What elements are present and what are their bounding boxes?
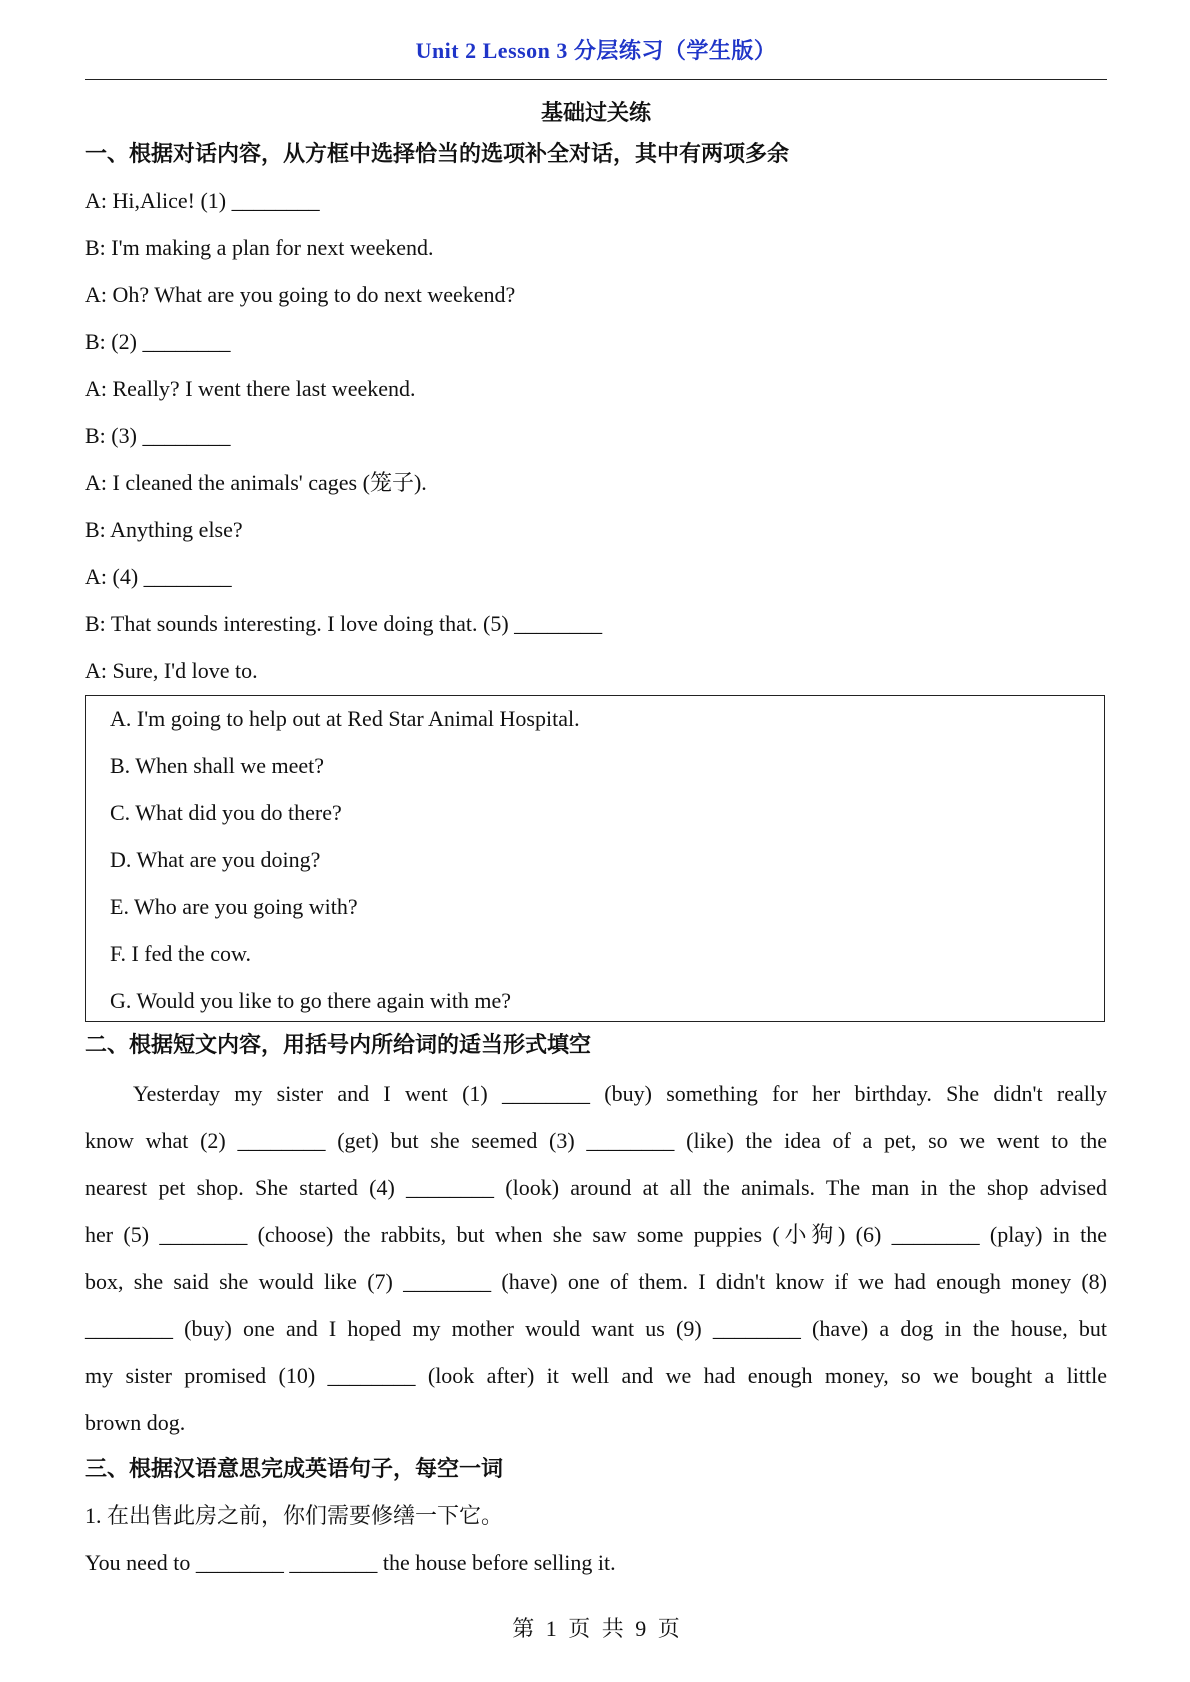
passage-line: brown dog. xyxy=(85,1410,186,1435)
page-header-title: Unit 2 Lesson 3 分层练习（学生版） xyxy=(415,38,777,63)
question-1-chinese: 1. 在出售此房之前，你们需要修缮一下它。 xyxy=(85,1503,504,1528)
passage-line: know what (2) ________ (get) but she seemed (3) ________ (like) the idea of a pet, so we went to the xyxy=(85,1128,1107,1153)
passage-line: box, she said she would like (7) ________ (have) one of them. I didn't know if we had enough money (8) xyxy=(85,1269,1107,1294)
dialogue-line: A: Oh? What are you going to do next weekend? xyxy=(85,282,516,307)
option-b: B. When shall we meet? xyxy=(110,753,325,778)
option-g: G. Would you like to go there again with me? xyxy=(110,988,512,1013)
part1-heading: 一、根据对话内容，从方框中选择恰当的选项补全对话，其中有两项多余 xyxy=(85,141,790,166)
section-title: 基础过关练 xyxy=(540,100,651,125)
dialogue-line: A: Hi,Alice! (1) ________ xyxy=(85,188,320,213)
dialogue-line: B: Anything else? xyxy=(85,517,243,542)
dialogue-line: B: I'm making a plan for next weekend. xyxy=(85,235,434,260)
dialogue-line: A: I cleaned the animals' cages (笼子). xyxy=(85,470,427,495)
part2-heading: 二、根据短文内容，用括号内所给词的适当形式填空 xyxy=(85,1032,592,1057)
dialogue-line: B: That sounds interesting. I love doing that. (5) ________ xyxy=(85,611,603,636)
dialogue-line: B: (3) ________ xyxy=(85,423,231,448)
dialogue-line: A: Really? I went there last weekend. xyxy=(85,376,416,401)
passage-line: nearest pet shop. She started (4) ________ (look) around at all the animals. The man in the shop advised xyxy=(85,1175,1107,1200)
passage-line: Yesterday my sister and I went (1) ________ (buy) something for her birthday. She didn't really xyxy=(133,1081,1107,1106)
dialogue-line: B: (2) ________ xyxy=(85,329,231,354)
option-d: D. What are you doing? xyxy=(110,847,321,872)
option-a: A. I'm going to help out at Red Star Animal Hospital. xyxy=(110,706,580,731)
passage-line: her (5) ________ (choose) the rabbits, but when she saw some puppies (小狗) (6) ________ (play) in the xyxy=(85,1222,1107,1247)
options-box xyxy=(85,695,1105,1022)
passage-line: my sister promised (10) ________ (look after) it well and we had enough money, so we bought a little xyxy=(85,1363,1107,1388)
option-f: F. I fed the cow. xyxy=(110,941,251,966)
question-1-english: You need to ________ ________ the house before selling it. xyxy=(85,1550,616,1575)
header-divider xyxy=(85,79,1107,80)
dialogue-line: A: Sure, I'd love to. xyxy=(85,658,258,683)
dialogue-line: A: (4) ________ xyxy=(85,564,232,589)
part3-heading: 三、根据汉语意思完成英语句子，每空一词 xyxy=(85,1456,504,1481)
option-e: E. Who are you going with? xyxy=(110,894,358,919)
page-footer: 第 1 页 共 9 页 xyxy=(512,1616,680,1641)
option-c: C. What did you do there? xyxy=(110,800,342,825)
passage-line: ________ (buy) one and I hoped my mother would want us (9) ________ (have) a dog in the house, but xyxy=(85,1316,1107,1341)
